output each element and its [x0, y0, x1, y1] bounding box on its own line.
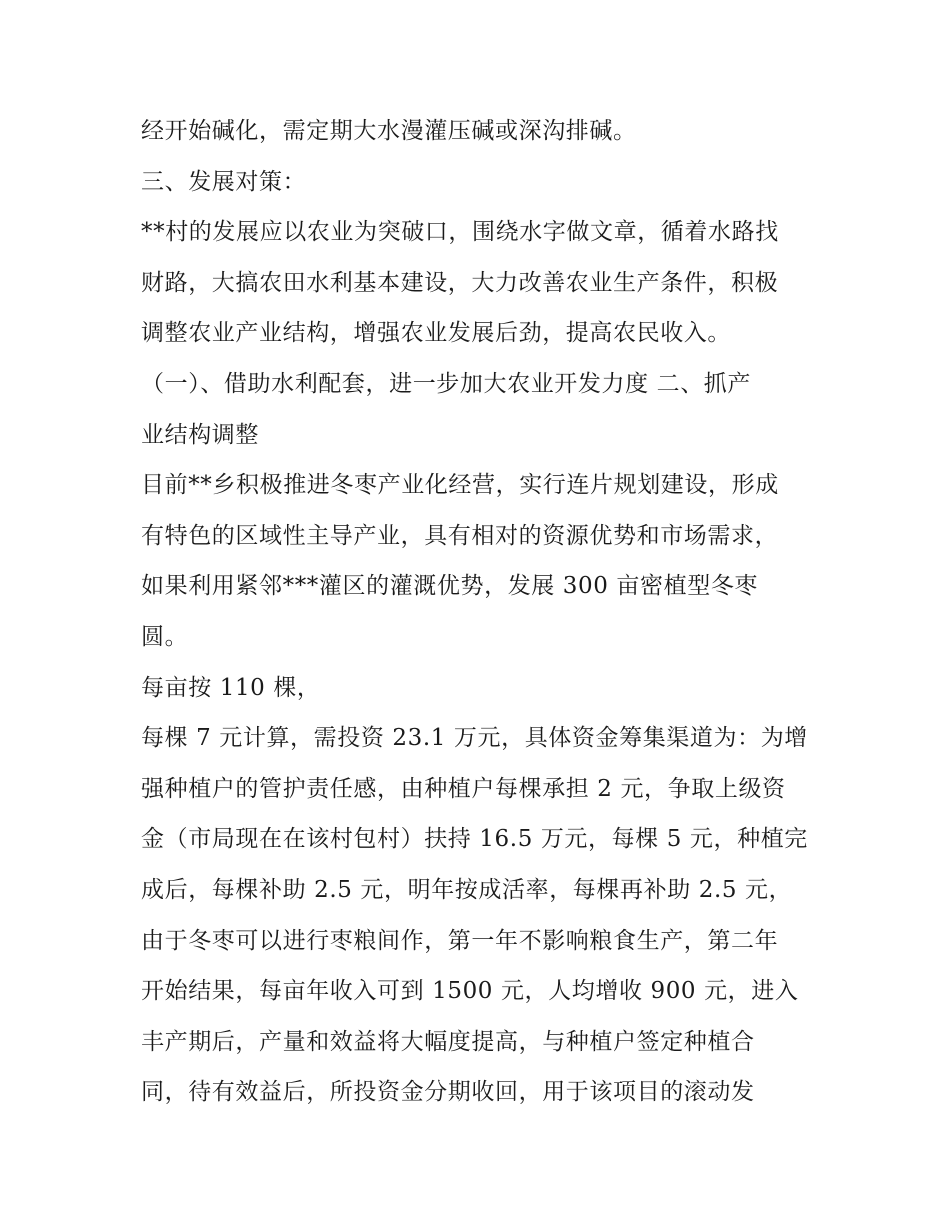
text-line: 同，待有效益后，所投资金分期收回，用于该项目的滚动发 — [141, 1079, 755, 1106]
text-line: 如果利用紧邻***灌区的灌溉优势，发展 300 亩密植型冬枣 — [141, 573, 759, 600]
text-line: 每棵 7 元计算，需投资 23.1 万元，具体资金筹集渠道为：为增 — [141, 725, 808, 752]
text-line: 丰产期后，产量和效益将大幅度提高，与种植户签定种植合 — [141, 1028, 755, 1055]
text-line: 金（市局现在在该村包村）扶持 16.5 万元，每棵 5 元，种植完 — [141, 826, 808, 853]
text-line: 每亩按 110 棵， — [141, 674, 321, 701]
text-line: 圆。 — [141, 623, 189, 650]
text-line: 强种植户的管护责任感，由种植户每棵承担 2 元，争取上级资 — [141, 775, 786, 802]
subsection-heading: （一）、借助水利配套，进一步加大农业开发力度 二、抓产 — [141, 370, 752, 397]
text-line: 开始结果，每亩年收入可到 1500 元，人均增收 900 元，进入 — [141, 978, 799, 1005]
text-line: **村的发展应以农业为突破口，围绕水字做文章，循着水路找 — [141, 219, 779, 246]
body-text — [141, 106, 821, 1118]
text-line: 财路，大搞农田水利基本建设，大力改善农业生产条件，积极 — [141, 269, 779, 296]
text-line: 目前**乡积极推进冬枣产业化经营，实行连片规划建设，形成 — [141, 472, 779, 499]
text-line: 调整农业产业结构，增强农业发展后劲，提高农民收入。 — [141, 320, 731, 347]
section-heading: 三、发展对策： — [141, 168, 307, 195]
text-line: 成后，每棵补助 2.5 元，明年按成活率，每棵再补助 2.5 元， — [141, 876, 793, 903]
text-line: 业结构调整 — [141, 421, 259, 448]
text-line: 经开始碱化，需定期大水漫灌压碱或深沟排碱。 — [141, 118, 637, 144]
text-line: 有特色的区域性主导产业，具有相对的资源优势和市场需求， — [141, 522, 779, 549]
text-line: 由于冬枣可以进行枣粮间作，第一年不影响粮食生产，第二年 — [141, 927, 779, 954]
